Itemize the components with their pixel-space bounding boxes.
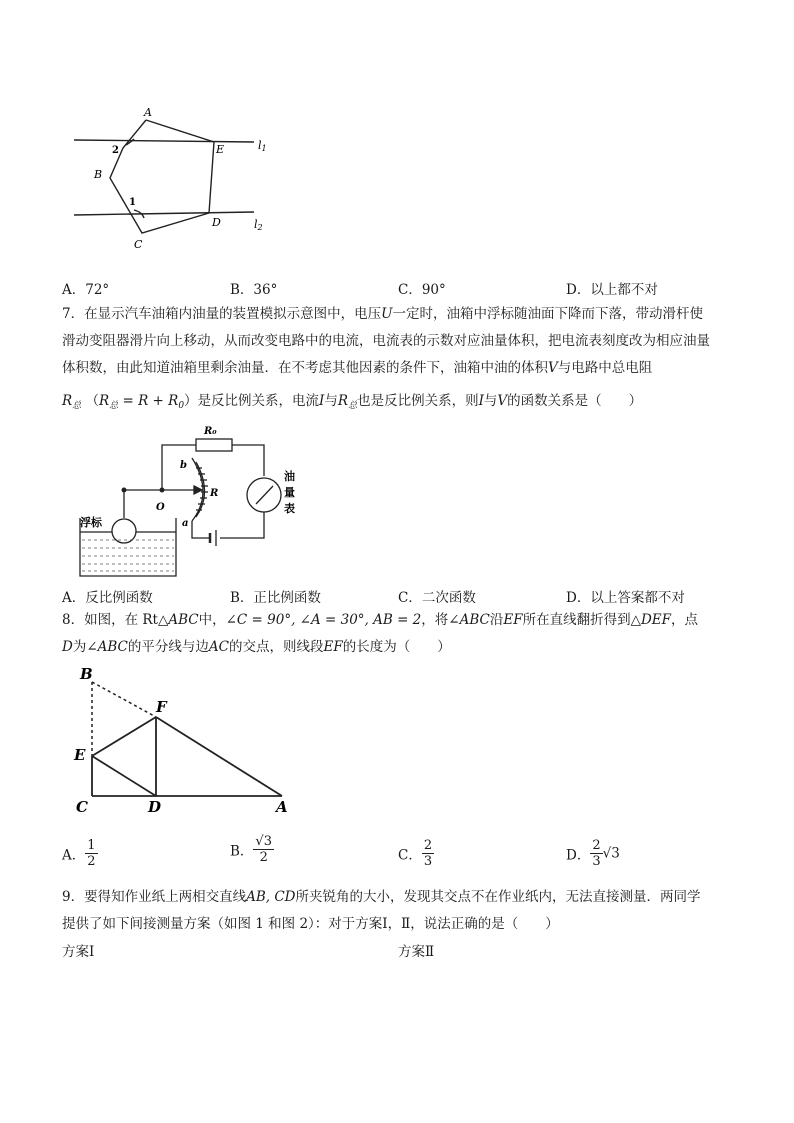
label-l1: l1 xyxy=(258,139,267,153)
label-C: C xyxy=(134,238,143,251)
label-o: O xyxy=(156,502,165,513)
q8-line-1: 8．如图，在 Rt△ABC中，∠C = 90°, ∠A = 30°, AB = 2，将∠ABC沿EF所在直线翻折得到△DEF，点 xyxy=(62,612,699,628)
label-a: a xyxy=(182,518,189,529)
wire-bottom xyxy=(220,512,264,538)
label-D: D xyxy=(148,798,162,816)
q8-figure xyxy=(68,662,298,820)
q6-figure xyxy=(66,100,286,265)
wire-battery-left xyxy=(192,521,210,538)
q7-line-1: 7．在显示汽车油箱内油量的装置模拟示意图中，电压U一定时，油箱中浮标随油面下降而下落，带动滑杆使 xyxy=(62,306,703,322)
label-meter-3: 表 xyxy=(284,502,295,515)
q7-text xyxy=(62,301,734,420)
label-r: R xyxy=(210,488,219,499)
label-B: B xyxy=(94,168,103,181)
q7-option-a: A．反比例函数 xyxy=(62,590,153,606)
wire-right xyxy=(232,445,264,476)
label-l2: l2 xyxy=(254,218,263,232)
q7-line-2: 滑动变阻器滑片向上移动，从而改变电路中的电流，电流表的示数对应油量体积，把电流表刻度改为相应油量 xyxy=(62,333,710,349)
float-ball xyxy=(112,519,136,543)
segment-ef xyxy=(92,717,156,756)
q8-line-2: D为∠ABC的平分线与边AC的交点，则线段EF的长度为（ ） xyxy=(62,639,451,655)
q7-circuit-figure xyxy=(76,418,306,583)
q9-line-1: 9．要得知作业纸上两相交直线AB, CD所夹锐角的大小，发现其交点不在作业纸内，无法直接测量．两同学 xyxy=(62,889,701,905)
label-C: C xyxy=(76,798,88,816)
label-A: A xyxy=(276,798,288,816)
segment-fa xyxy=(156,717,282,796)
label-D: D xyxy=(212,216,221,229)
q9-text xyxy=(62,884,734,938)
label-float: 浮标 xyxy=(80,516,102,529)
q8-option-b: B． $\frac{√3}{2}$ xyxy=(230,834,272,865)
label-E: E xyxy=(74,746,86,764)
q8-option-a: A． $\frac{1}{2}$ xyxy=(62,838,96,869)
line-l2 xyxy=(74,212,254,215)
q6-option-c: C．90° xyxy=(398,282,446,298)
q7-option-c: C．二次函数 xyxy=(398,590,476,606)
q6-option-a: A．72° xyxy=(62,282,110,298)
q7-option-b: B．正比例函数 xyxy=(230,590,321,606)
resistor-r0 xyxy=(196,439,232,451)
q8-text xyxy=(62,607,734,661)
line-l1 xyxy=(74,140,254,142)
segment-ed xyxy=(92,756,156,796)
label-meter-1: 油 xyxy=(284,470,295,483)
dashed-bf xyxy=(92,682,156,717)
label-meter-2: 量 xyxy=(284,486,295,499)
label-A: A xyxy=(144,106,152,119)
wire-top xyxy=(162,445,196,490)
pentagon xyxy=(110,120,214,233)
q6-option-b: B．36° xyxy=(230,282,278,298)
label-E: E xyxy=(216,143,225,156)
q7-line-3: 体积数，由此知道油箱里剩余油量．在不考虑其他因素的条件下，油箱中油的体积V与电路中总电阻 xyxy=(62,360,653,376)
q7-option-d: D．以上答案都不对 xyxy=(566,590,685,606)
q9-line-2: 提供了如下间接测量方案（如图 1 和图 2）：对于方案Ⅰ，Ⅱ，说法正确的是（ ） xyxy=(62,916,559,932)
meter-needle xyxy=(256,486,273,504)
label-angle-2: 2 xyxy=(112,145,119,156)
label-B: B xyxy=(80,665,93,683)
label-b: b xyxy=(180,460,187,471)
label-r0: R₀ xyxy=(204,426,217,437)
q9-plan-1-label: 方案Ⅰ xyxy=(62,944,95,960)
q7-line-4: $R_总$ $(R_总 = R + R_0)$是反比例关系，电流I与$R_总$也是反比例关系，则I与V的函数关系是（ ） xyxy=(62,393,643,411)
q9-plan-2-label: 方案Ⅱ xyxy=(398,944,435,960)
label-F: F xyxy=(156,698,167,716)
q6-option-d: D．以上都不对 xyxy=(566,282,658,298)
q8-option-c: C． $\frac{2}{3}$ xyxy=(398,838,433,869)
slider-tip xyxy=(194,486,202,494)
label-angle-1: 1 xyxy=(129,197,136,208)
q8-option-d: D． $\frac{2}{3}$ √3 xyxy=(566,838,620,869)
